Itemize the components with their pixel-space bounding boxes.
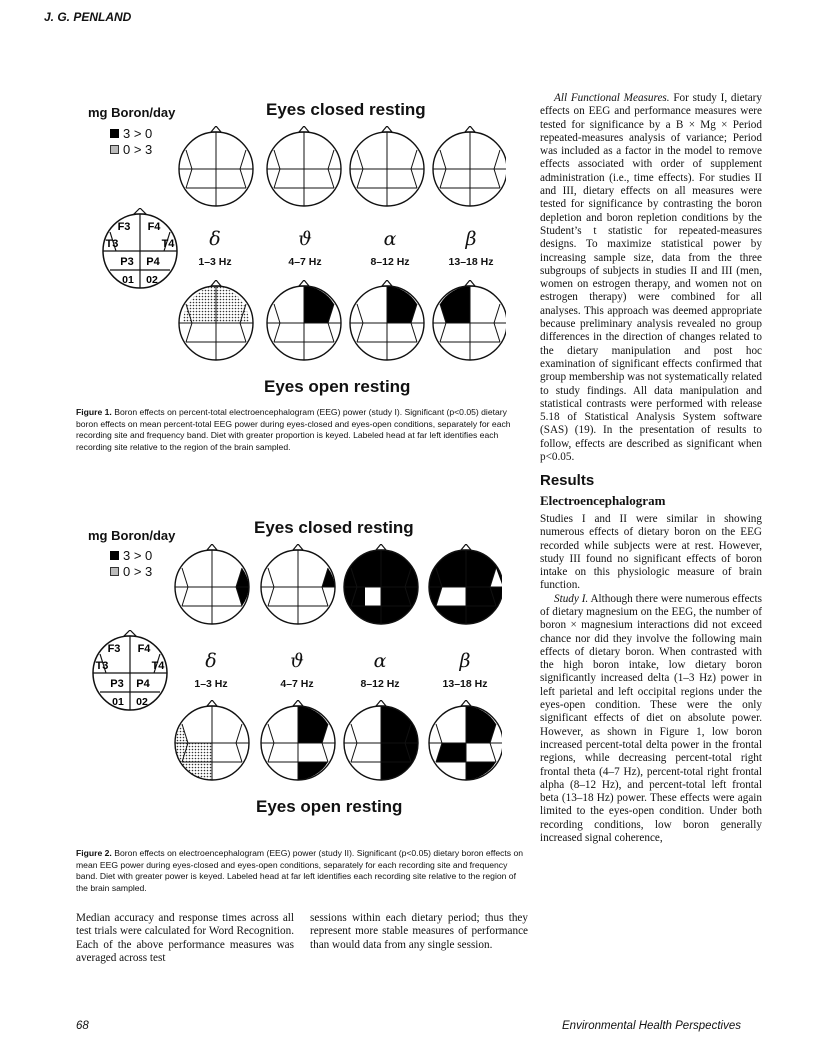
- band-beta: β 13–18 Hz: [448, 228, 494, 268]
- head-f1-top-delta: [179, 126, 253, 206]
- head-label-02: 02: [136, 696, 148, 708]
- head-f1-bottom-delta: [179, 280, 253, 360]
- head-label-f4: F4: [147, 221, 161, 233]
- figure-2-top-heads: [172, 544, 502, 634]
- figure-1-bottom-title: Eyes open resting: [264, 377, 411, 396]
- head-label-p4: P4: [136, 678, 150, 690]
- head-label-t4: T4: [161, 238, 175, 250]
- head-f1-top-beta: [433, 126, 506, 206]
- head-label-01: 01: [122, 274, 134, 286]
- journal-name: Environmental Health Perspectives: [562, 1020, 741, 1032]
- figure-1-top-heads: [176, 126, 506, 216]
- head-f2-top-theta: [261, 544, 335, 624]
- head-f1-bottom-theta: [267, 280, 341, 360]
- head-f1-bottom-beta: [433, 280, 506, 360]
- figure-1-caption: Figure 1. Boron effects on percent-total electroencephalogram (EEG) power (study I). Significant (p<0.05) dietary boron effects on mean percent-total EEG power during eyes-closed and eyes-open conditions, separately for each recording site and frequency band. Diet with greater proportion is keyed. Labeled head at far left identifies each recording site relative to the region of the brain sampled.: [76, 407, 511, 452]
- head-label-p3: P3: [110, 678, 124, 690]
- solid-swatch-icon: [110, 551, 119, 560]
- labeled-head-diagram: [100, 208, 180, 290]
- figure-1-bottom-heads: [176, 280, 506, 370]
- paragraph-eeg-intro: Studies I and II were similar in showing numerous effects of dietary boron on the EEG recorded while subjects were at rest. However, study III found no significant effects of boron intake on this physiologic measure of brain function.: [540, 512, 762, 592]
- stippled-swatch-icon: [110, 145, 119, 154]
- legend-item-high: 3 > 0: [110, 126, 152, 142]
- running-head: J. G. PENLAND: [44, 10, 132, 24]
- head-label-p3: P3: [120, 256, 134, 268]
- head-label-p4: P4: [146, 256, 160, 268]
- solid-swatch-icon: [110, 129, 119, 138]
- results-heading: Results: [540, 472, 595, 490]
- eeg-subheading: Electroencephalogram: [540, 492, 666, 508]
- figure-1-top-title: Eyes closed resting: [266, 100, 426, 119]
- legend-item-high: 3 > 0: [110, 548, 152, 564]
- head-label-f3: F3: [117, 221, 131, 233]
- head-label-01: 01: [112, 696, 124, 708]
- head-f2-bottom-theta: [261, 700, 335, 780]
- head-f2-bottom-delta: [175, 700, 249, 780]
- head-f2-bottom-beta: [429, 700, 502, 780]
- legend-title: mg Boron/day: [88, 528, 176, 543]
- head-f2-top-alpha: [344, 544, 418, 624]
- figure-2-bottom-heads: [172, 700, 502, 790]
- labeled-head-diagram: [90, 630, 170, 712]
- figure-2-bottom-title: Eyes open resting: [256, 797, 403, 816]
- bottom-left-column-2: sessions within each dietary period; thus they represent more stable measures of performance than would data from any single session.: [310, 912, 528, 951]
- paragraph-methods: All Functional Measures. For study I, dietary effects on EEG and performance measures were tested for significance by a B × Mg × Period repeated-measures analysis of variance; Period was included as a factor in the model to remove effects associated with order of supplement administration (i.e., time effects). For studies II and III, dietary effects on all measures were tested for significance by contrasting the boron depletion and boron repletion conditions by the Student’s t statistic for repeated-measures designs. To maximize statistical power by increasing sample size, data from the three subgroups of subjects in studies II and III (men, women on estrogen therapy, and women not on estrogen therapy) were combined for all analyses. This approach was deemed appropriate because preliminary analysis revealed no group differences in the direction of changes related to the dietary manipulation and post hoc examination of significant effects confirmed that group membership was not systematically related to study findings. All data manipulation and statistical contrasts were performed with release 5.18 of Statistical Analysis System software (SAS) (19). In the presentation of results to follow, effects are described as significant when p<0.05.: [540, 92, 762, 464]
- legend: [110, 548, 152, 580]
- head-label-t4: T4: [151, 660, 165, 672]
- band-theta: ϑ 4–7 Hz: [288, 228, 322, 268]
- band-theta: ϑ 4–7 Hz: [280, 650, 314, 690]
- legend-item-low: 0 > 3: [110, 564, 152, 580]
- band-beta: β 13–18 Hz: [442, 650, 488, 690]
- head-label-t3: T3: [105, 238, 119, 250]
- right-column: [540, 92, 762, 845]
- head-f1-bottom-alpha: [350, 280, 424, 360]
- legend-title: mg Boron/day: [88, 105, 176, 120]
- band-alpha: α 8–12 Hz: [360, 650, 400, 690]
- legend: [110, 126, 152, 158]
- band-delta: δ 1–3 Hz: [198, 228, 232, 268]
- head-f1-top-theta: [267, 126, 341, 206]
- head-label-f4: F4: [137, 643, 151, 655]
- figure-2-caption: Figure 2. Boron effects on electroencephalogram (EEG) power (study II). Significant (p<0.05) dietary boron effects on mean EEG power during eyes-closed and eyes-open conditions, separately for each recording site and frequency band. Diet with greater power is keyed. Labeled head at far left identifies each recording site relative to the region of the brain sampled.: [76, 848, 524, 893]
- page-number: 68: [76, 1020, 89, 1032]
- head-f2-top-beta: [429, 544, 502, 624]
- paragraph-study-1: Study I. Although there were numerous effects of dietary magnesium on the EEG, the number of boron × magnesium interactions did not exceed chance nor did they involve the following main effects of dietary boron. When contrasted with the high boron intake, low dietary boron significantly increased delta (1–3 Hz) power in left parietal and left occipital regions under the eyes-open condition. These were the only significant effects of diet on absolute power. However, as shown in Figure 1, low boron increased percent-total delta power in the frontal regions, while decreasing percent-total right frontal theta (4–7 Hz), percent-total right frontal alpha (8–12 Hz), and percent-total left frontal beta (13–18 Hz) power. These effects were again limited to the eyes-open condition. Under both recording conditions, low boron generally increased signal coherence,: [540, 592, 762, 845]
- head-f2-top-delta: [175, 544, 249, 624]
- stippled-swatch-icon: [110, 567, 119, 576]
- head-f2-bottom-alpha: [344, 700, 418, 780]
- head-label-t3: T3: [95, 660, 109, 672]
- band-delta: δ 1–3 Hz: [194, 650, 228, 690]
- figure-2-top-title: Eyes closed resting: [254, 518, 414, 537]
- head-label-f3: F3: [107, 643, 121, 655]
- legend-item-low: 0 > 3: [110, 142, 152, 158]
- band-alpha: α 8–12 Hz: [370, 228, 410, 268]
- head-f1-top-alpha: [350, 126, 424, 206]
- bottom-left-column-1: Median accuracy and response times across all test trials were calculated for Word Recognition. Each of the above performance measures was averaged across test: [76, 912, 294, 964]
- head-label-02: 02: [146, 274, 158, 286]
